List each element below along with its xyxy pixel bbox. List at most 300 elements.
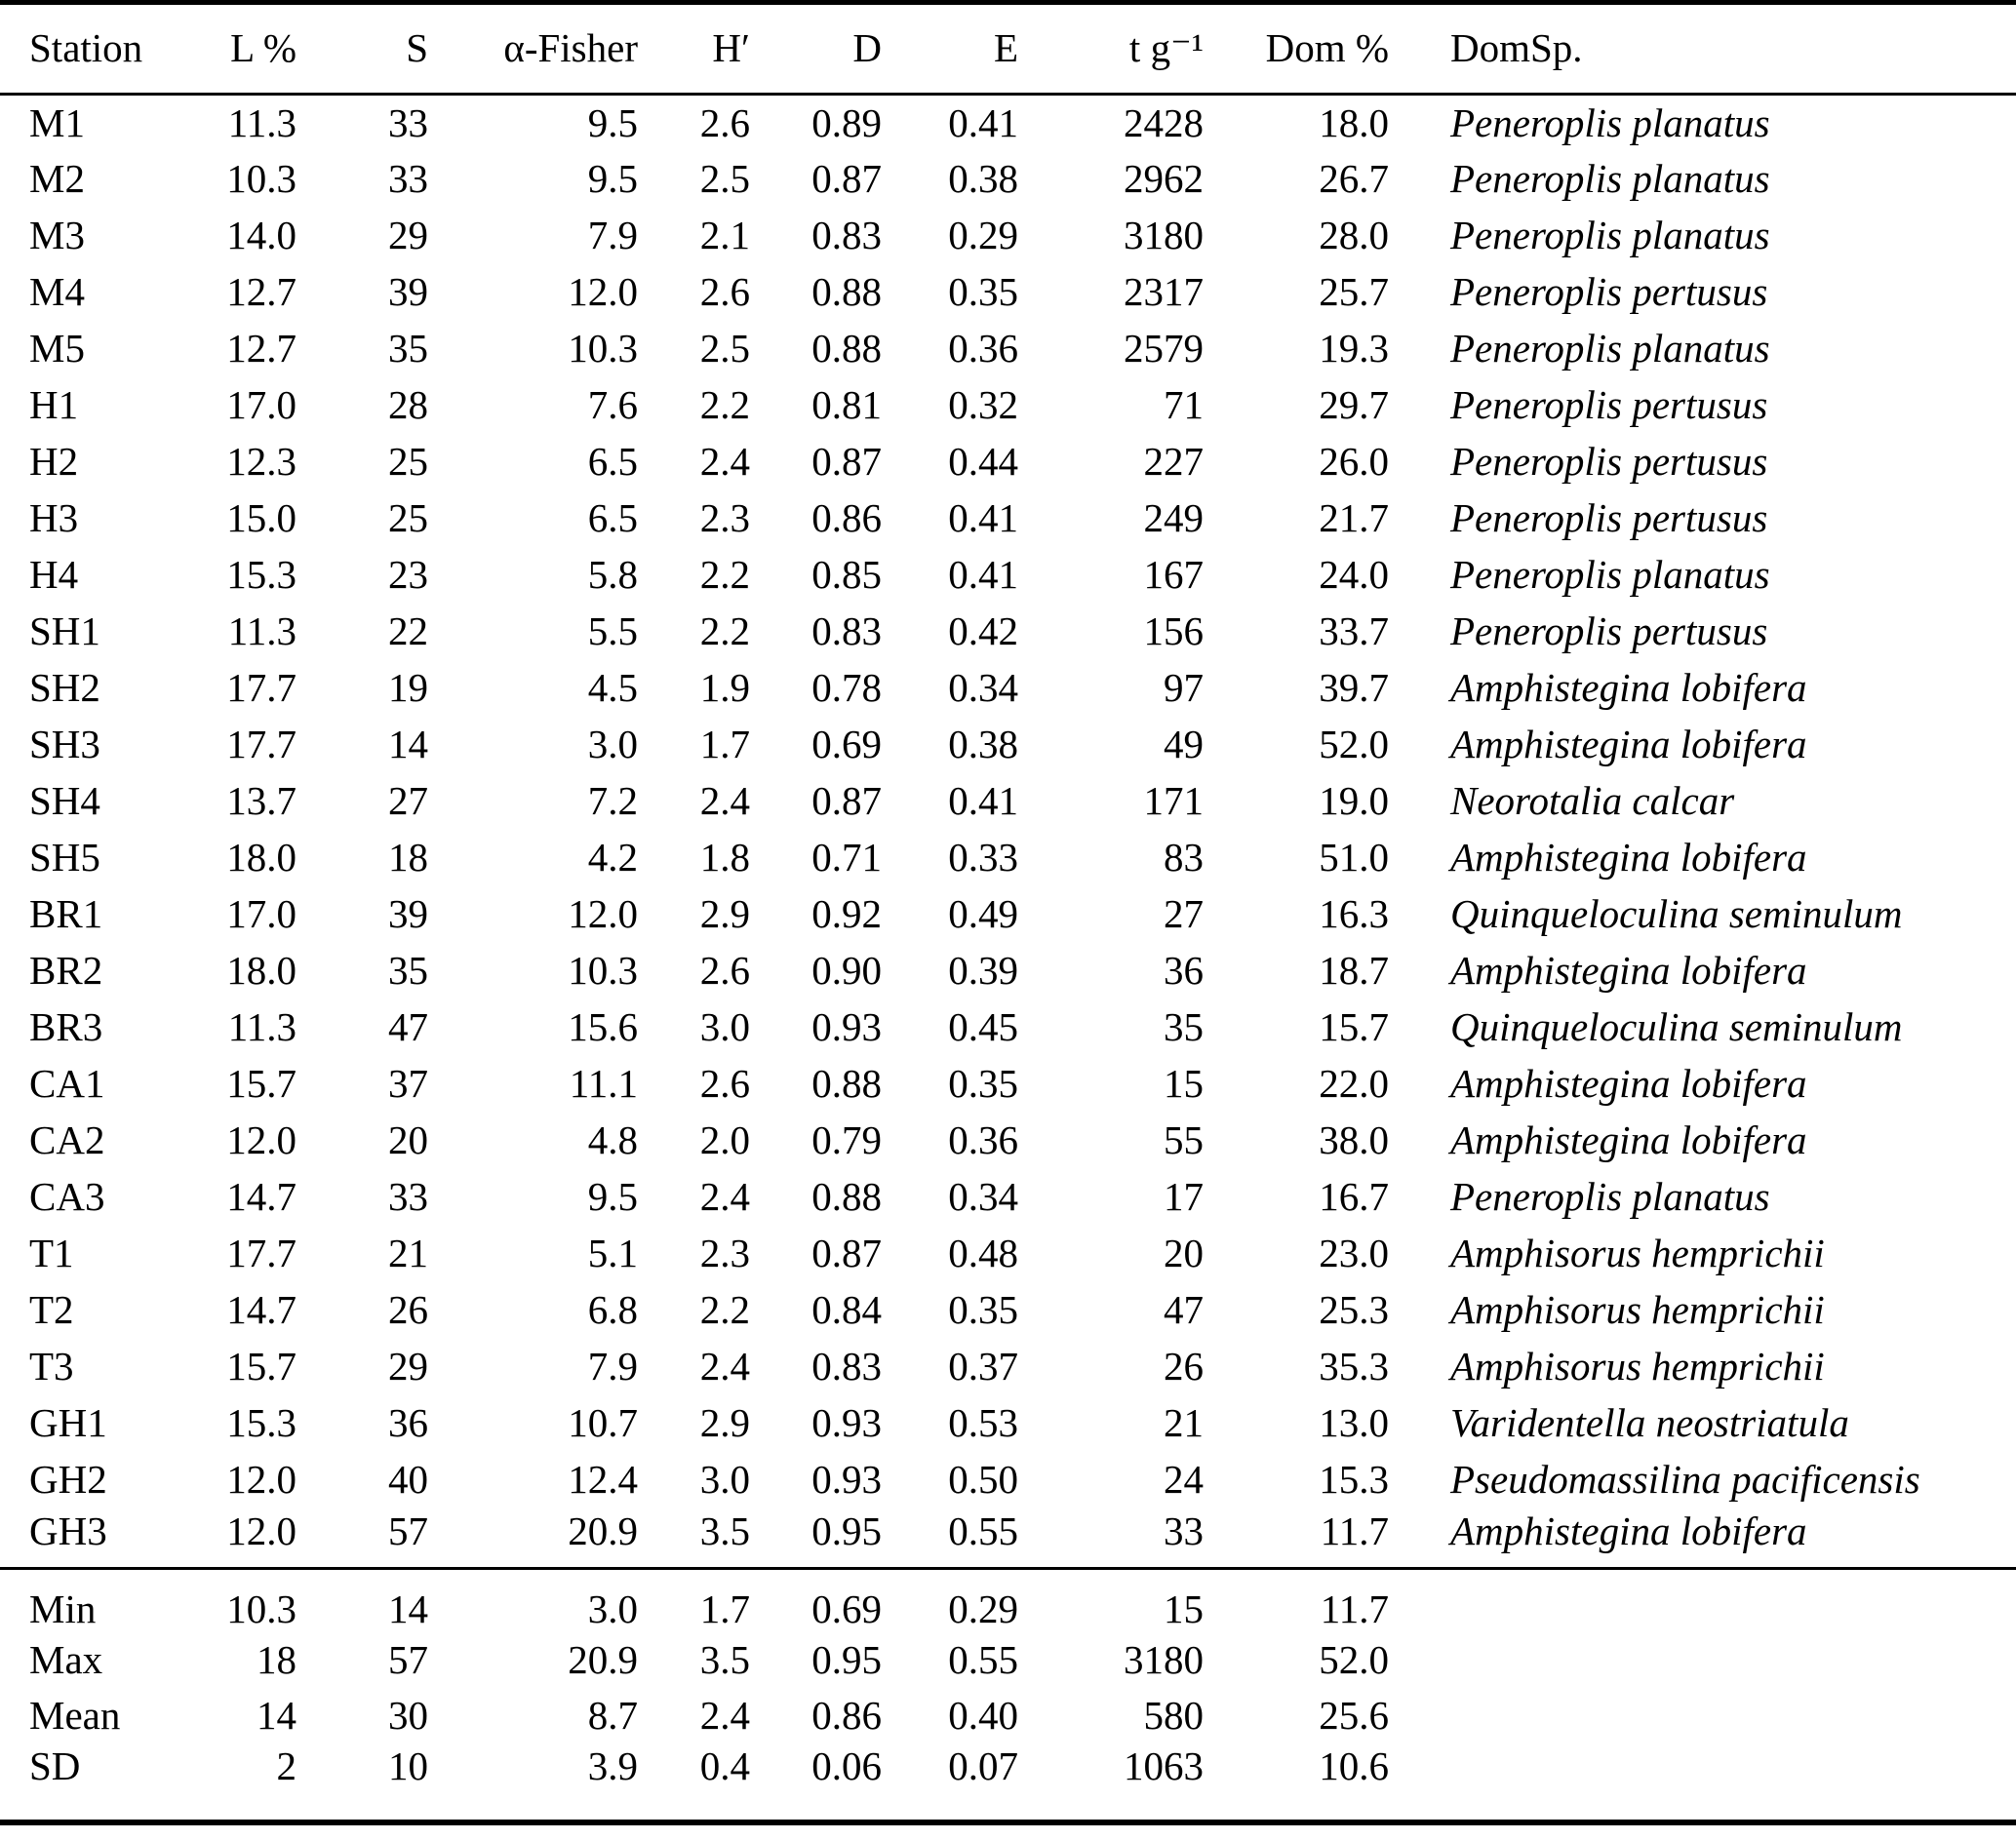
value-cell: 2.0 <box>699 1116 750 1162</box>
value-cell: 167 <box>1143 551 1204 597</box>
value-cell: 15.7 <box>226 1343 296 1389</box>
value-cell: 0.95 <box>811 1636 882 1682</box>
dominant-species-cell: Amphistegina lobifera <box>1450 664 1807 710</box>
value-cell: 25.3 <box>1319 1286 1389 1332</box>
value-cell: 39 <box>388 890 428 936</box>
value-cell: 35 <box>1164 1003 1204 1049</box>
station-cell: BR3 <box>29 1003 103 1049</box>
value-cell: 18 <box>388 834 428 880</box>
table-row <box>0 377 2016 434</box>
value-cell: 2.4 <box>699 777 750 823</box>
value-cell: 19.3 <box>1319 325 1389 371</box>
dominant-species-cell <box>1390 1743 2016 1822</box>
dominant-species-cell: Amphistegina lobifera <box>1450 1060 1807 1106</box>
station-cell: H3 <box>29 494 79 540</box>
value-cell: 15.6 <box>568 1003 638 1049</box>
value-cell: 33 <box>388 99 428 145</box>
value-cell: 0.38 <box>948 155 1018 201</box>
value-cell: 11.3 <box>227 607 296 653</box>
value-cell: 21 <box>388 1230 428 1275</box>
value-cell: 0.88 <box>811 1060 882 1106</box>
value-cell: 15.3 <box>1319 1456 1389 1502</box>
value-cell: 35 <box>388 947 428 993</box>
value-cell: 12.4 <box>568 1456 638 1502</box>
station-cell: M1 <box>29 99 85 145</box>
value-cell: 17.7 <box>226 664 296 710</box>
value-cell: 9.5 <box>587 155 638 201</box>
value-cell: 25.6 <box>1319 1692 1389 1738</box>
dominant-species-cell: Amphistegina lobifera <box>1450 1507 1807 1553</box>
summary-row <box>0 1568 2016 1632</box>
value-cell: 2.6 <box>699 1060 750 1106</box>
value-cell: 0.36 <box>948 325 1018 371</box>
dominant-species-cell: Peneroplis pertusus <box>1450 438 1768 484</box>
value-cell: 30 <box>388 1692 428 1738</box>
value-cell: 580 <box>1143 1692 1204 1738</box>
value-cell: 2.4 <box>699 1173 750 1219</box>
value-cell: 2.4 <box>699 438 750 484</box>
value-cell: 17.0 <box>226 890 296 936</box>
table-row <box>0 773 2016 830</box>
value-cell: 10.7 <box>568 1399 638 1445</box>
table-body <box>0 95 2016 1569</box>
col-header-alpha-fisher: α-Fisher <box>429 3 639 95</box>
station-cell: SH3 <box>29 721 100 766</box>
value-cell: 20 <box>1164 1230 1204 1275</box>
table-row <box>0 604 2016 660</box>
dominant-species-cell: Amphistegina lobifera <box>1450 947 1807 993</box>
value-cell: 13.0 <box>1319 1399 1389 1445</box>
dominant-species-cell: Quinqueloculina seminulum <box>1450 1003 1903 1049</box>
value-cell: 14.7 <box>226 1286 296 1332</box>
value-cell: 4.5 <box>587 664 638 710</box>
value-cell: 2.6 <box>699 99 750 145</box>
col-header-t-per-g: t g⁻¹ <box>1019 3 1205 95</box>
value-cell: 0.07 <box>948 1742 1018 1788</box>
value-cell: 10.3 <box>568 325 638 371</box>
value-cell: 2.2 <box>699 551 750 597</box>
value-cell: 20 <box>388 1116 428 1162</box>
value-cell: 0.88 <box>811 268 882 314</box>
value-cell: 0.55 <box>948 1507 1018 1553</box>
value-cell: 27 <box>1164 890 1204 936</box>
value-cell: 171 <box>1143 777 1204 823</box>
value-cell: 0.93 <box>811 1399 882 1445</box>
table-row <box>0 547 2016 604</box>
value-cell: 17.7 <box>226 1230 296 1275</box>
dominant-species-cell: Peneroplis pertusus <box>1450 381 1768 427</box>
table-row <box>0 1452 2016 1508</box>
value-cell: 18.0 <box>1319 99 1389 145</box>
dominant-species-cell: Peneroplis planatus <box>1450 155 1770 201</box>
value-cell: 14 <box>388 1586 428 1631</box>
value-cell: 33 <box>388 155 428 201</box>
value-cell: 14.7 <box>226 1173 296 1219</box>
value-cell: 2962 <box>1124 155 1204 201</box>
value-cell: 4.2 <box>587 834 638 880</box>
value-cell: 6.5 <box>587 438 638 484</box>
value-cell: 2.1 <box>699 212 750 257</box>
value-cell: 25.7 <box>1319 268 1389 314</box>
value-cell: 3180 <box>1124 1636 1204 1682</box>
value-cell: 39.7 <box>1319 664 1389 710</box>
value-cell: 2.6 <box>699 947 750 993</box>
value-cell: 2.2 <box>699 1286 750 1332</box>
table-header <box>0 3 2016 95</box>
table-row <box>0 943 2016 999</box>
value-cell: 2.2 <box>699 607 750 653</box>
value-cell: 26.7 <box>1319 155 1389 201</box>
value-cell: 0.4 <box>699 1742 750 1788</box>
station-cell: CA1 <box>29 1060 105 1106</box>
value-cell: 83 <box>1164 834 1204 880</box>
value-cell: 15.7 <box>1319 1003 1389 1049</box>
value-cell: 1.8 <box>699 834 750 880</box>
value-cell: 33 <box>1164 1507 1204 1553</box>
table-row <box>0 1395 2016 1452</box>
value-cell: 1.9 <box>699 664 750 710</box>
value-cell: 15.7 <box>226 1060 296 1106</box>
dominant-species-cell: Quinqueloculina seminulum <box>1450 890 1903 936</box>
value-cell: 40 <box>388 1456 428 1502</box>
value-cell: 0.49 <box>948 890 1018 936</box>
table-row <box>0 1226 2016 1282</box>
value-cell: 27 <box>388 777 428 823</box>
value-cell: 0.89 <box>811 99 882 145</box>
station-cell: CA2 <box>29 1116 105 1162</box>
dominant-species-cell: Amphistegina lobifera <box>1450 1116 1807 1162</box>
value-cell: 14.0 <box>226 212 296 257</box>
value-cell: 3.5 <box>699 1636 750 1682</box>
value-cell: 10.3 <box>568 947 638 993</box>
summary-row <box>0 1632 2016 1688</box>
value-cell: 12.7 <box>226 268 296 314</box>
value-cell: 12.0 <box>226 1507 296 1553</box>
value-cell: 2.9 <box>699 1399 750 1445</box>
dominant-species-cell: Peneroplis planatus <box>1450 99 1770 145</box>
value-cell: 0.87 <box>811 438 882 484</box>
value-cell: 37 <box>388 1060 428 1106</box>
station-cell: SH2 <box>29 664 100 710</box>
value-cell: 4.8 <box>587 1116 638 1162</box>
value-cell: 0.45 <box>948 1003 1018 1049</box>
value-cell: 12.7 <box>226 325 296 371</box>
value-cell: 0.29 <box>948 1586 1018 1631</box>
value-cell: 28.0 <box>1319 212 1389 257</box>
dominant-species-cell <box>1390 1688 2016 1743</box>
value-cell: 2.9 <box>699 890 750 936</box>
value-cell: 38.0 <box>1319 1116 1389 1162</box>
dominant-species-cell: Varidentella neostriatula <box>1450 1399 1849 1445</box>
value-cell: 14 <box>388 721 428 766</box>
value-cell: 29 <box>388 1343 428 1389</box>
station-cell: H2 <box>29 438 79 484</box>
value-cell: 249 <box>1143 494 1204 540</box>
value-cell: 0.36 <box>948 1116 1018 1162</box>
value-cell: 11.1 <box>569 1060 638 1106</box>
value-cell: 0.87 <box>811 1230 882 1275</box>
value-cell: 0.92 <box>811 890 882 936</box>
value-cell: 24.0 <box>1319 551 1389 597</box>
value-cell: 35.3 <box>1319 1343 1389 1389</box>
dominant-species-cell: Peneroplis planatus <box>1450 1173 1770 1219</box>
col-header-l-pct: L % <box>166 3 297 95</box>
value-cell: 0.40 <box>948 1692 1018 1738</box>
station-cell: SH4 <box>29 777 100 823</box>
dominant-species-cell <box>1390 1568 2016 1632</box>
value-cell: 25 <box>388 494 428 540</box>
value-cell: 26.0 <box>1319 438 1389 484</box>
value-cell: 0.37 <box>948 1343 1018 1389</box>
value-cell: 0.48 <box>948 1230 1018 1275</box>
value-cell: 71 <box>1164 381 1204 427</box>
value-cell: 0.90 <box>811 947 882 993</box>
value-cell: 97 <box>1164 664 1204 710</box>
dominant-species-cell: Amphistegina lobifera <box>1450 834 1807 880</box>
value-cell: 0.84 <box>811 1286 882 1332</box>
dominant-species-cell: Peneroplis pertusus <box>1450 268 1768 314</box>
value-cell: 0.41 <box>948 551 1018 597</box>
value-cell: 22.0 <box>1319 1060 1389 1106</box>
station-cell: SD <box>29 1742 81 1788</box>
value-cell: 2.5 <box>699 325 750 371</box>
table-row <box>0 1169 2016 1226</box>
value-cell: 52.0 <box>1319 721 1389 766</box>
col-header-h-prime: H′ <box>639 3 751 95</box>
value-cell: 19 <box>388 664 428 710</box>
value-cell: 11.3 <box>227 1003 296 1049</box>
dominant-species-cell: Peneroplis planatus <box>1450 212 1770 257</box>
col-header-e: E <box>883 3 1019 95</box>
station-cell: BR1 <box>29 890 103 936</box>
value-cell: 13.7 <box>226 777 296 823</box>
value-cell: 0.29 <box>948 212 1018 257</box>
value-cell: 14 <box>257 1692 296 1738</box>
value-cell: 0.78 <box>811 664 882 710</box>
value-cell: 18.0 <box>226 947 296 993</box>
dominant-species-cell: Amphistegina lobifera <box>1450 721 1807 766</box>
station-cell: SH1 <box>29 607 100 653</box>
value-cell: 21.7 <box>1319 494 1389 540</box>
station-cell: M5 <box>29 325 85 371</box>
value-cell: 12.0 <box>568 890 638 936</box>
table-row <box>0 1339 2016 1395</box>
value-cell: 33.7 <box>1319 607 1389 653</box>
value-cell: 1.7 <box>699 721 750 766</box>
value-cell: 57 <box>388 1636 428 1682</box>
dominant-species-cell: Amphisorus hemprichii <box>1450 1286 1825 1332</box>
dominant-species-cell: Amphisorus hemprichii <box>1450 1230 1825 1275</box>
station-cell: Min <box>29 1586 97 1631</box>
value-cell: 36 <box>1164 947 1204 993</box>
value-cell: 12.0 <box>568 268 638 314</box>
value-cell: 0.88 <box>811 325 882 371</box>
value-cell: 0.69 <box>811 1586 882 1631</box>
value-cell: 7.6 <box>587 381 638 427</box>
dominant-species-cell: Amphisorus hemprichii <box>1450 1343 1825 1389</box>
table-row <box>0 321 2016 377</box>
table-row <box>0 1113 2016 1169</box>
station-cell: Mean <box>29 1692 121 1738</box>
value-cell: 2.5 <box>699 155 750 201</box>
value-cell: 2.4 <box>699 1343 750 1389</box>
table-row <box>0 151 2016 208</box>
value-cell: 0.86 <box>811 494 882 540</box>
value-cell: 7.2 <box>587 777 638 823</box>
value-cell: 25 <box>388 438 428 484</box>
summary-body <box>0 1568 2016 1822</box>
dominant-species-cell: Peneroplis planatus <box>1450 325 1770 371</box>
value-cell: 12.0 <box>226 1456 296 1502</box>
value-cell: 47 <box>388 1003 428 1049</box>
value-cell: 23.0 <box>1319 1230 1389 1275</box>
header-row <box>0 3 2016 95</box>
value-cell: 18.7 <box>1319 947 1389 993</box>
value-cell: 0.06 <box>811 1742 882 1788</box>
value-cell: 10.3 <box>226 1586 296 1631</box>
table-row <box>0 208 2016 264</box>
value-cell: 29.7 <box>1319 381 1389 427</box>
table-row <box>0 1056 2016 1113</box>
value-cell: 17.7 <box>226 721 296 766</box>
station-cell: M4 <box>29 268 85 314</box>
station-cell: Max <box>29 1636 103 1682</box>
value-cell: 18 <box>257 1636 296 1682</box>
value-cell: 17.0 <box>226 381 296 427</box>
value-cell: 39 <box>388 268 428 314</box>
value-cell: 0.81 <box>811 381 882 427</box>
summary-row <box>0 1743 2016 1822</box>
value-cell: 0.86 <box>811 1692 882 1738</box>
value-cell: 52.0 <box>1319 1636 1389 1682</box>
value-cell: 9.5 <box>587 1173 638 1219</box>
value-cell: 21 <box>1164 1399 1204 1445</box>
value-cell: 11.7 <box>1320 1507 1389 1553</box>
station-cell: GH1 <box>29 1399 107 1445</box>
value-cell: 51.0 <box>1319 834 1389 880</box>
table-row <box>0 830 2016 886</box>
dominant-species-cell: Peneroplis planatus <box>1450 551 1770 597</box>
dominant-species-cell: Pseudomassilina pacificensis <box>1450 1456 1920 1502</box>
value-cell: 28 <box>388 381 428 427</box>
value-cell: 156 <box>1143 607 1204 653</box>
station-cell: CA3 <box>29 1173 105 1219</box>
station-cell: H1 <box>29 381 79 427</box>
value-cell: 0.33 <box>948 834 1018 880</box>
value-cell: 26 <box>388 1286 428 1332</box>
value-cell: 0.83 <box>811 607 882 653</box>
value-cell: 0.38 <box>948 721 1018 766</box>
value-cell: 6.8 <box>587 1286 638 1332</box>
value-cell: 16.7 <box>1319 1173 1389 1219</box>
table-row <box>0 660 2016 717</box>
value-cell: 10.3 <box>226 155 296 201</box>
value-cell: 0.87 <box>811 777 882 823</box>
table-row <box>0 264 2016 321</box>
value-cell: 20.9 <box>568 1507 638 1553</box>
value-cell: 0.50 <box>948 1456 1018 1502</box>
value-cell: 0.69 <box>811 721 882 766</box>
col-header-station: Station <box>0 3 166 95</box>
value-cell: 2.3 <box>699 1230 750 1275</box>
value-cell: 7.9 <box>587 212 638 257</box>
value-cell: 22 <box>388 607 428 653</box>
value-cell: 3.0 <box>587 721 638 766</box>
value-cell: 0.83 <box>811 212 882 257</box>
value-cell: 2.2 <box>699 381 750 427</box>
value-cell: 3180 <box>1124 212 1204 257</box>
value-cell: 47 <box>1164 1286 1204 1332</box>
value-cell: 0.44 <box>948 438 1018 484</box>
value-cell: 9.5 <box>587 99 638 145</box>
value-cell: 0.88 <box>811 1173 882 1219</box>
station-cell: GH3 <box>29 1507 107 1553</box>
value-cell: 3.0 <box>699 1456 750 1502</box>
value-cell: 0.35 <box>948 1286 1018 1332</box>
value-cell: 2.4 <box>699 1692 750 1738</box>
value-cell: 0.39 <box>948 947 1018 993</box>
station-cell: H4 <box>29 551 79 597</box>
station-cell: T3 <box>29 1343 74 1389</box>
value-cell: 2 <box>276 1742 296 1788</box>
value-cell: 0.87 <box>811 155 882 201</box>
value-cell: 2.6 <box>699 268 750 314</box>
table-row <box>0 999 2016 1056</box>
value-cell: 5.5 <box>587 607 638 653</box>
table-row <box>0 1282 2016 1339</box>
dominant-species-cell: Neorotalia calcar <box>1450 777 1735 823</box>
station-cell: GH2 <box>29 1456 107 1502</box>
value-cell: 17 <box>1164 1173 1204 1219</box>
value-cell: 49 <box>1164 721 1204 766</box>
value-cell: 1.7 <box>699 1586 750 1631</box>
value-cell: 10.6 <box>1319 1742 1389 1788</box>
value-cell: 0.42 <box>948 607 1018 653</box>
value-cell: 0.41 <box>948 777 1018 823</box>
value-cell: 0.41 <box>948 494 1018 540</box>
station-cell: T2 <box>29 1286 74 1332</box>
value-cell: 23 <box>388 551 428 597</box>
value-cell: 15 <box>1164 1060 1204 1106</box>
table-row <box>0 886 2016 943</box>
dominant-species-cell: Peneroplis pertusus <box>1450 494 1768 540</box>
value-cell: 3.0 <box>699 1003 750 1049</box>
value-cell: 1063 <box>1124 1742 1204 1788</box>
col-header-d: D <box>751 3 883 95</box>
value-cell: 55 <box>1164 1116 1204 1162</box>
value-cell: 57 <box>388 1507 428 1553</box>
dominant-species-cell: Peneroplis pertusus <box>1450 607 1768 653</box>
table-row <box>0 95 2016 151</box>
value-cell: 33 <box>388 1173 428 1219</box>
dominant-species-cell <box>1390 1632 2016 1688</box>
value-cell: 2.3 <box>699 494 750 540</box>
table-row <box>0 1508 2016 1569</box>
value-cell: 2428 <box>1124 99 1204 145</box>
value-cell: 0.35 <box>948 268 1018 314</box>
value-cell: 3.5 <box>699 1507 750 1553</box>
value-cell: 6.5 <box>587 494 638 540</box>
value-cell: 15.0 <box>226 494 296 540</box>
value-cell: 12.3 <box>226 438 296 484</box>
col-header-dom-sp: DomSp. <box>1390 3 2016 95</box>
value-cell: 12.0 <box>226 1116 296 1162</box>
value-cell: 20.9 <box>568 1636 638 1682</box>
table-row <box>0 490 2016 547</box>
value-cell: 15.3 <box>226 551 296 597</box>
value-cell: 26 <box>1164 1343 1204 1389</box>
value-cell: 0.53 <box>948 1399 1018 1445</box>
